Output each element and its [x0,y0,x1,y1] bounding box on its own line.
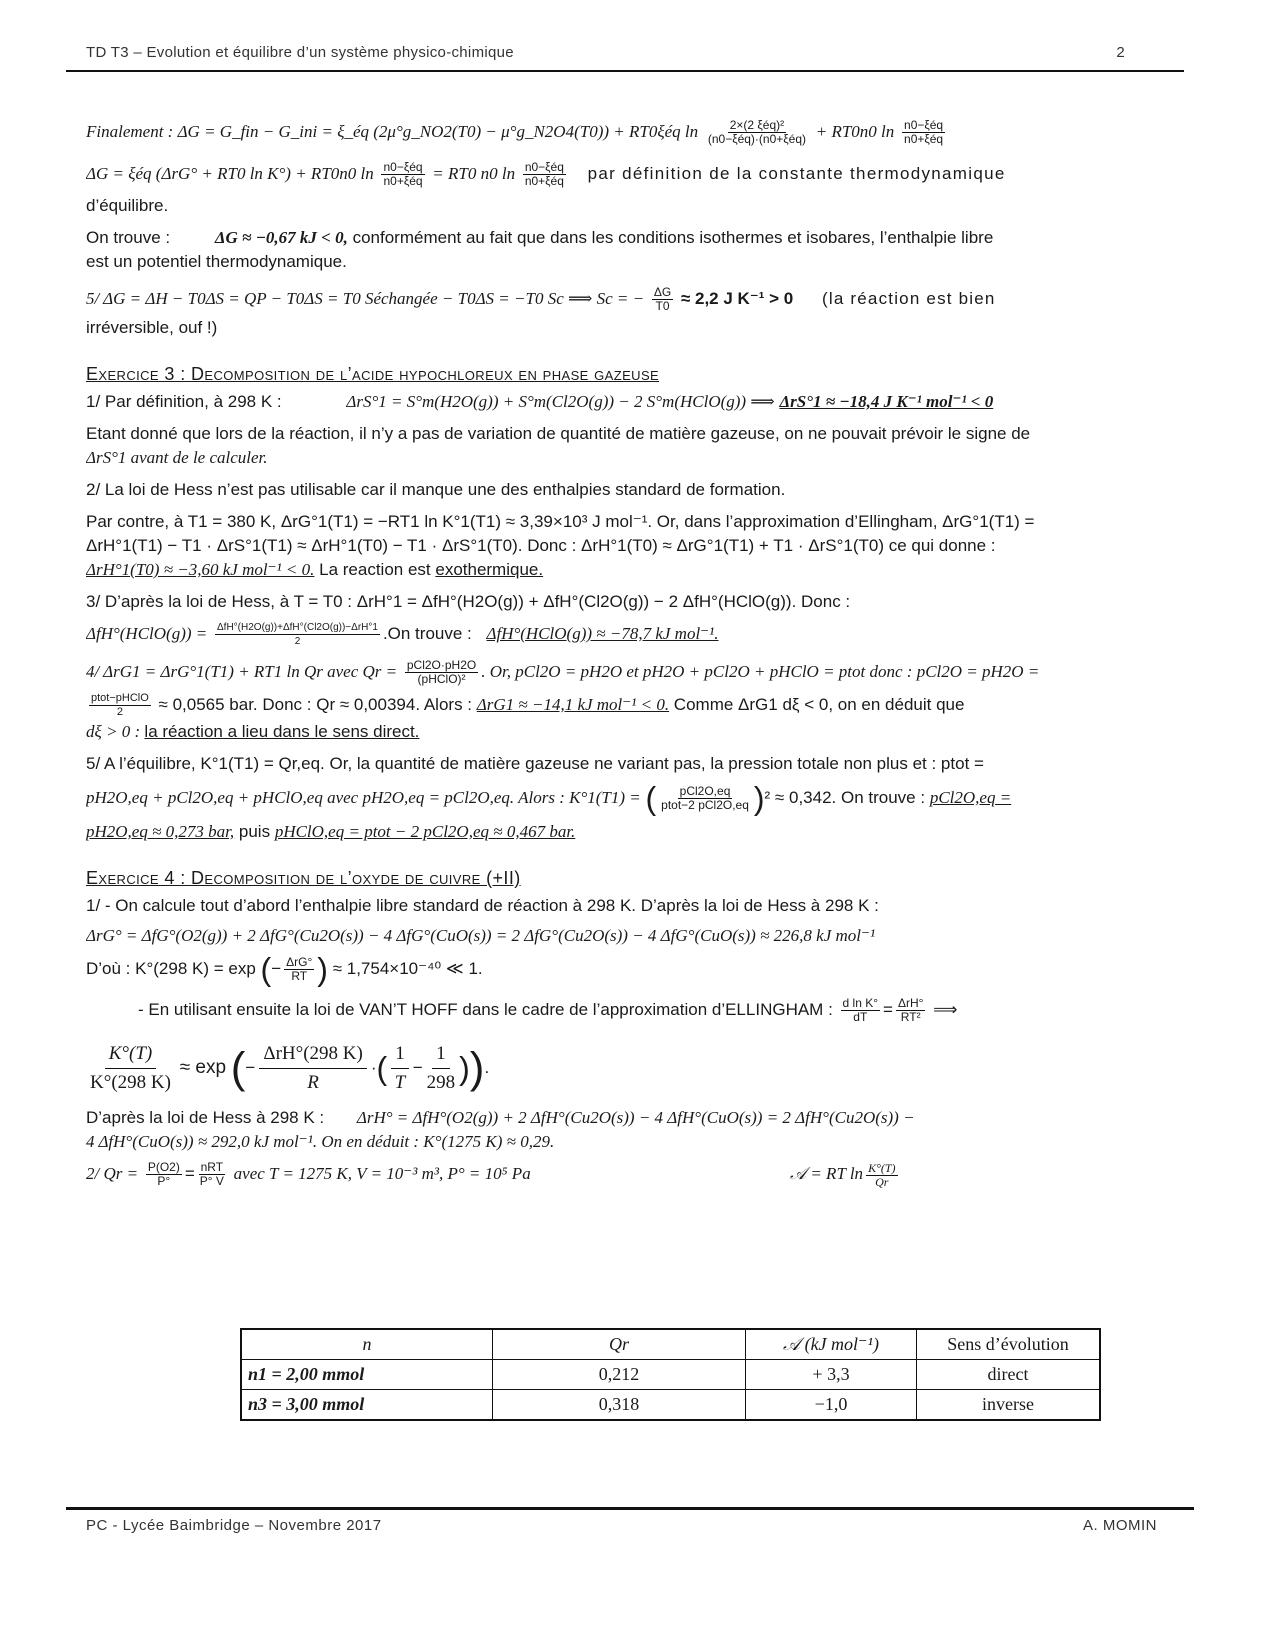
ex4-line-8: 2/ Qr = $\frac{P(O2)}{P^\circ}$ = $\frac{\text{nRT}}{P^\circ V}$ avec T = 1275 K, V = 10⁻³ m³, P° = 10⁵ Pa 𝒜 = RT ln $\frac{K^\circ(T)}{Qr}$ [86,1160,896,1189]
ex4-line-2: ΔrG° = ΔfG°(O2(g)) + 2 ΔfG°(Cu2O(s)) − 4 ΔfG°(CuO(s)) = 2 ΔfG°(Cu2O(s)) − 4 ΔfG°(CuO(s)) ≈ 226,8 kJ mol⁻¹ [86,926,876,945]
ex4-line-4: - En utilisant ensuite la loi de VAN’T HOFF dans le cadre de l’approximation d’ELLINGHAM : $\frac{\text{d ln K°}}{dT}$ = $\frac{\text{ΔrH°}}{\text{RT²}}$ ⟹ [138,996,958,1025]
ex2-line-6: 5/ ΔG = ΔH − T0ΔS = QP − T0ΔS = T0 Séchangée − T0ΔS = −T0 Sc ⟹ Sc = − $\frac{\Delta G}{T0}$ ≈ 2,2 J K⁻¹ > 0 (la réaction est bien [86,285,996,314]
ex4-line-5: $\frac{K^\circ(T)}{K^\circ(298 K)}$ ≈ exp (− ΔrH°(298 K) R ·( $\frac{1}{T}$ − $\frac{1}{298}$ )). [86,1030,1188,1106]
table-row [241,1390,1100,1421]
table-header: Sens d’évolution [917,1329,1101,1360]
exercise-3-title: Exercice 3 : Decomposition de l’acide hypochloreux en phase gazeuse [86,364,660,384]
ex4-line-3: D’où : K°(298 K) = exp (− $\frac{\text{ΔrG°}}{RT}$ ) ≈ 1,754×10⁻⁴⁰ ≪ 1. [86,951,483,988]
table-row [241,1360,1100,1390]
table-cell: 0,318 [493,1390,746,1421]
ex4-line-1: 1/ - On calcule tout d’abord l’enthalpie libre standard de réaction à 298 K. D’après la loi de Hess à 298 K : [86,896,879,915]
ex3-line-11: $\frac{\text{ptot−pHClO}}{2}$ ≈ 0,0565 bar. Donc : Qr ≈ 0,00394. Alors : ΔrG1 ≈ −14,1 kJ mol⁻¹ < 0. Comme ΔrG1 dξ < 0, on en déduit que [91,692,965,719]
ex3-line-9: ΔfH°(HClO(g)) = $\frac{\text{ΔfH°(H2O(g))+ΔfH°(Cl2O(g))−ΔrH°1}}{2}$ .On trouve : ΔfH°(HClO(g)) ≈ −78,7 kJ mol⁻¹. [86,622,719,648]
ex2-line-5: est un potentiel thermodynamique. [86,252,347,271]
ex2-line-2: ΔG = ξéq (ΔrG° + RT0 ln K°) + RT0n0 ln $\frac{\text{n0−ξéq}}{\text{n0+ξéq}}$ = RT0 n0 ln $\frac{\text{n0−ξéq}}{\text{n0+ξéq}}$ par définition de la constante thermodynamique [86,160,1006,189]
table-header: Qr [493,1329,746,1360]
ex3-line-8: 3/ D’après la loi de Hess, à T = T0 : ΔrH°1 = ΔfH°(H2O(g)) + ΔfH°(Cl2O(g)) − 2 ΔfH°(HClO(g)). Donc : [86,592,851,611]
header-rule [66,70,1184,72]
ex2-line-4: On trouve : ΔG ≈ −0,67 kJ < 0, conformément au fait que dans les conditions isothermes et isobares, l’enthalpie libre [86,228,994,247]
ex3-line-2: Etant donné que lors de la réaction, il n’y a pas de variation de quantité de matière gazeuse, on ne pouvait prévoir le signe de [86,424,1031,443]
footer-rule [66,1507,1194,1510]
ex3-line-5: Par contre, à T1 = 380 K, ΔrG°1(T1) = −RT1 ln K°1(T1) ≈ 3,39×10³ J mol⁻¹. Or, dans l’approximation d’Ellingham, ΔrG°1(T1) = [86,512,1035,531]
ex4-line-6: D’après la loi de Hess à 298 K : ΔrH° = ΔfH°(O2(g)) + 2 ΔfH°(Cu2O(s)) − 4 ΔfH°(CuO(s)) = 2 ΔfH°(Cu2O(s)) − [86,1108,915,1127]
header-title: TD T3 – Evolution et équilibre d’un système physico-chimique [86,44,514,61]
table-cell: 0,212 [493,1360,746,1390]
ex2-line-7: irréversible, ouf !) [86,318,218,337]
table-header-row [241,1329,1100,1360]
evolution-table [240,1328,1101,1421]
footer-author: A. MOMIN [1083,1517,1157,1534]
ex3-line-10: 4/ ΔrG1 = ΔrG°1(T1) + RT1 ln Qr avec Qr = $\frac{\text{pCl2O·pH2O}}{\text{(pHClO)²}}$ . Or, pCl2O = pH2O et pH2O + pCl2O + pHClO = ptot donc : pCl2O = pH2O = [86,658,1040,687]
table-cell: + 3,3 [746,1360,917,1390]
table-header: 𝒜 (kJ mol⁻¹) [746,1329,917,1360]
ex3-line-13: 5/ A l’équilibre, K°1(T1) = Qr,eq. Or, la quantité de matière gazeuse ne variant pas, la pression totale non plus et : ptot = [86,754,984,773]
table-cell: n3 = 3,00 mmol [241,1390,493,1421]
ex3-line-3: ΔrS°1 avant de le calculer. [86,448,268,467]
ex3-line-15: pH2O,eq ≈ 0,273 bar, puis pHClO,eq = ptot − 2 pCl2O,eq ≈ 0,467 bar. [86,822,576,841]
page-header [86,44,1125,70]
table-cell: n1 = 2,00 mmol [241,1360,493,1390]
ex2-line-1: Finalement : ΔG = G_fin − G_ini = ξ_éq (2μ°g_NO2(T0) − μ°g_N2O4(T0)) + RT0ξéq ln $\frac{\text{2×(2 ξéq)²}}{\text{(n0−ξéq)·(n0+ξéq)}}$ + RT0n0 ln $\frac{\text{n0−ξéq}}{\text{n0+ξéq}}$ [86,118,944,147]
exercise-4-title: Exercice 4 : Decomposition de l’oxyde de cuivre (+II) [86,868,521,888]
table-cell: inverse [917,1390,1101,1421]
table-cell: direct [917,1360,1101,1390]
ex2-line-3: d’équilibre. [86,196,169,215]
ex3-line-6: ΔrH°1(T1) − T1 · ΔrS°1(T1) ≈ ΔrH°1(T0) − T1 · ΔrS°1(T0). Donc : ΔrH°1(T0) ≈ ΔrG°1(T1) + T1 · ΔrS°1(T0) ce qui donne : [86,536,996,555]
page-content [86,110,1188,1194]
ex3-line-4: 2/ La loi de Hess n’est pas utilisable car il manque une des enthalpies standard de formation. [86,480,786,499]
table-header: n [241,1329,493,1360]
ex3-line-7: ΔrH°1(T0) ≈ −3,60 kJ mol⁻¹ < 0. La reaction est exothermique. [86,560,544,579]
ex3-line-14: pH2O,eq + pCl2O,eq + pHClO,eq avec pH2O,eq = pCl2O,eq. Alors : K°1(T1) = ( $\frac{\text{pCl2O,eq}}{\text{ptot−2 pCl2O,eq}}$ )² ≈ 0,342. On trouve : pCl2O,eq = [86,780,1012,817]
page-footer [86,1517,1157,1534]
ex3-line-1: 1/ Par définition, à 298 K : ΔrS°1 = S°m(H2O(g)) + S°m(Cl2O(g)) − 2 S°m(HClO(g)) ⟹ ΔrS°1 ≈ −18,4 J K⁻¹ mol⁻¹ < 0 [86,392,994,411]
footer-left: PC - Lycée Baimbridge – Novembre 2017 [86,1517,382,1534]
table-cell: −1,0 [746,1390,917,1421]
ex3-line-12: dξ > 0 : la réaction a lieu dans le sens direct. [86,722,420,741]
page-number: 2 [1116,44,1125,61]
ex4-line-7: 4 ΔfH°(CuO(s)) ≈ 292,0 kJ mol⁻¹. On en déduit : K°(1275 K) ≈ 0,29. [86,1132,555,1151]
